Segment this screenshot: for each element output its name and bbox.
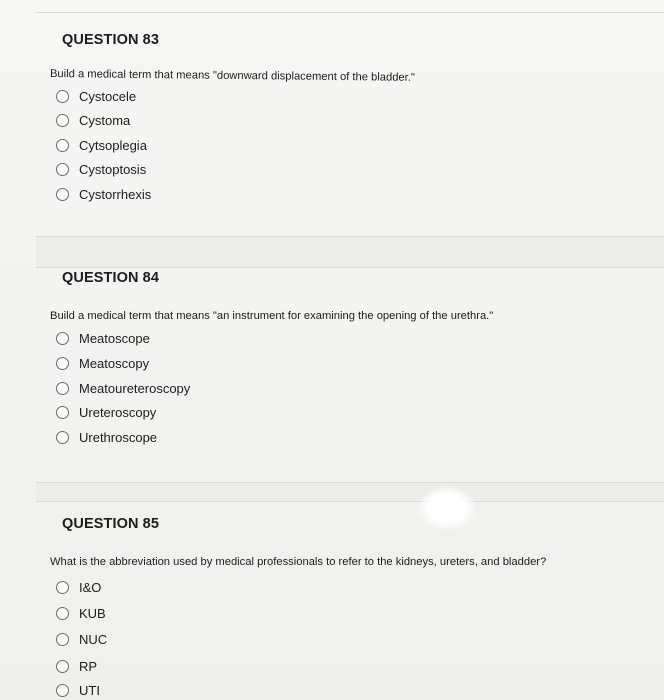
q83-option-5[interactable] bbox=[56, 187, 151, 202]
q83-option-3[interactable] bbox=[56, 138, 147, 153]
question-83-heading: QUESTION 83 bbox=[62, 32, 159, 48]
option-label: UTI bbox=[79, 683, 100, 698]
light-glare bbox=[418, 486, 476, 530]
q83-option-4[interactable] bbox=[56, 162, 146, 177]
option-label: Cystorrhexis bbox=[79, 187, 152, 202]
radio-button[interactable] bbox=[56, 332, 69, 345]
radio-button[interactable] bbox=[56, 684, 69, 697]
option-label: Meatoureteroscopy bbox=[79, 381, 191, 396]
divider bbox=[36, 12, 664, 13]
radio-button[interactable] bbox=[56, 406, 69, 419]
q84-option-1[interactable] bbox=[56, 331, 150, 346]
radio-button[interactable] bbox=[56, 581, 69, 594]
option-label: NUC bbox=[79, 632, 108, 647]
radio-button[interactable] bbox=[56, 357, 69, 370]
option-label: Urethroscope bbox=[79, 430, 158, 445]
q83-option-2[interactable] bbox=[56, 113, 130, 128]
question-83-text: Build a medical term that means "downward displacement of the bladder." bbox=[49, 68, 415, 84]
option-label: RP bbox=[79, 659, 98, 674]
q84-option-2[interactable] bbox=[56, 356, 149, 371]
option-label: KUB bbox=[79, 606, 106, 621]
radio-button[interactable] bbox=[56, 114, 69, 127]
q84-option-5[interactable] bbox=[56, 430, 157, 445]
radio-button[interactable] bbox=[56, 139, 69, 152]
option-label: Cytsoplegia bbox=[79, 138, 147, 153]
radio-button[interactable] bbox=[56, 188, 69, 201]
q85-option-4[interactable] bbox=[56, 659, 97, 674]
q85-option-2[interactable] bbox=[56, 606, 106, 621]
separator-band bbox=[36, 482, 664, 502]
radio-button[interactable] bbox=[56, 431, 69, 444]
separator-band bbox=[36, 236, 664, 268]
radio-button[interactable] bbox=[56, 90, 69, 103]
question-85-text: What is the abbreviation used by medical professionals to refer to the kidneys, ureters, and bladder? bbox=[50, 556, 547, 568]
radio-button[interactable] bbox=[56, 660, 69, 673]
question-85-heading: QUESTION 85 bbox=[62, 516, 159, 532]
radio-button[interactable] bbox=[56, 607, 69, 620]
option-label: Cystocele bbox=[79, 89, 137, 104]
option-label: Cystoma bbox=[79, 113, 131, 128]
q85-option-1[interactable] bbox=[56, 580, 101, 595]
option-label: I&O bbox=[79, 580, 102, 595]
question-84-heading: QUESTION 84 bbox=[62, 270, 159, 286]
q83-option-1[interactable] bbox=[56, 89, 136, 104]
radio-button[interactable] bbox=[56, 163, 69, 176]
q85-option-3[interactable] bbox=[56, 632, 107, 647]
q84-option-3[interactable] bbox=[56, 381, 190, 396]
radio-button[interactable] bbox=[56, 633, 69, 646]
question-84-text: Build a medical term that means "an instrument for examining the opening of the urethra." bbox=[50, 310, 494, 322]
option-label: Ureteroscopy bbox=[79, 405, 157, 420]
q84-option-4[interactable] bbox=[56, 405, 156, 420]
option-label: Meatoscope bbox=[79, 331, 150, 346]
option-label: Meatoscopy bbox=[79, 356, 150, 371]
q85-option-5[interactable] bbox=[56, 683, 100, 698]
option-label: Cystoptosis bbox=[79, 162, 147, 177]
radio-button[interactable] bbox=[56, 382, 69, 395]
